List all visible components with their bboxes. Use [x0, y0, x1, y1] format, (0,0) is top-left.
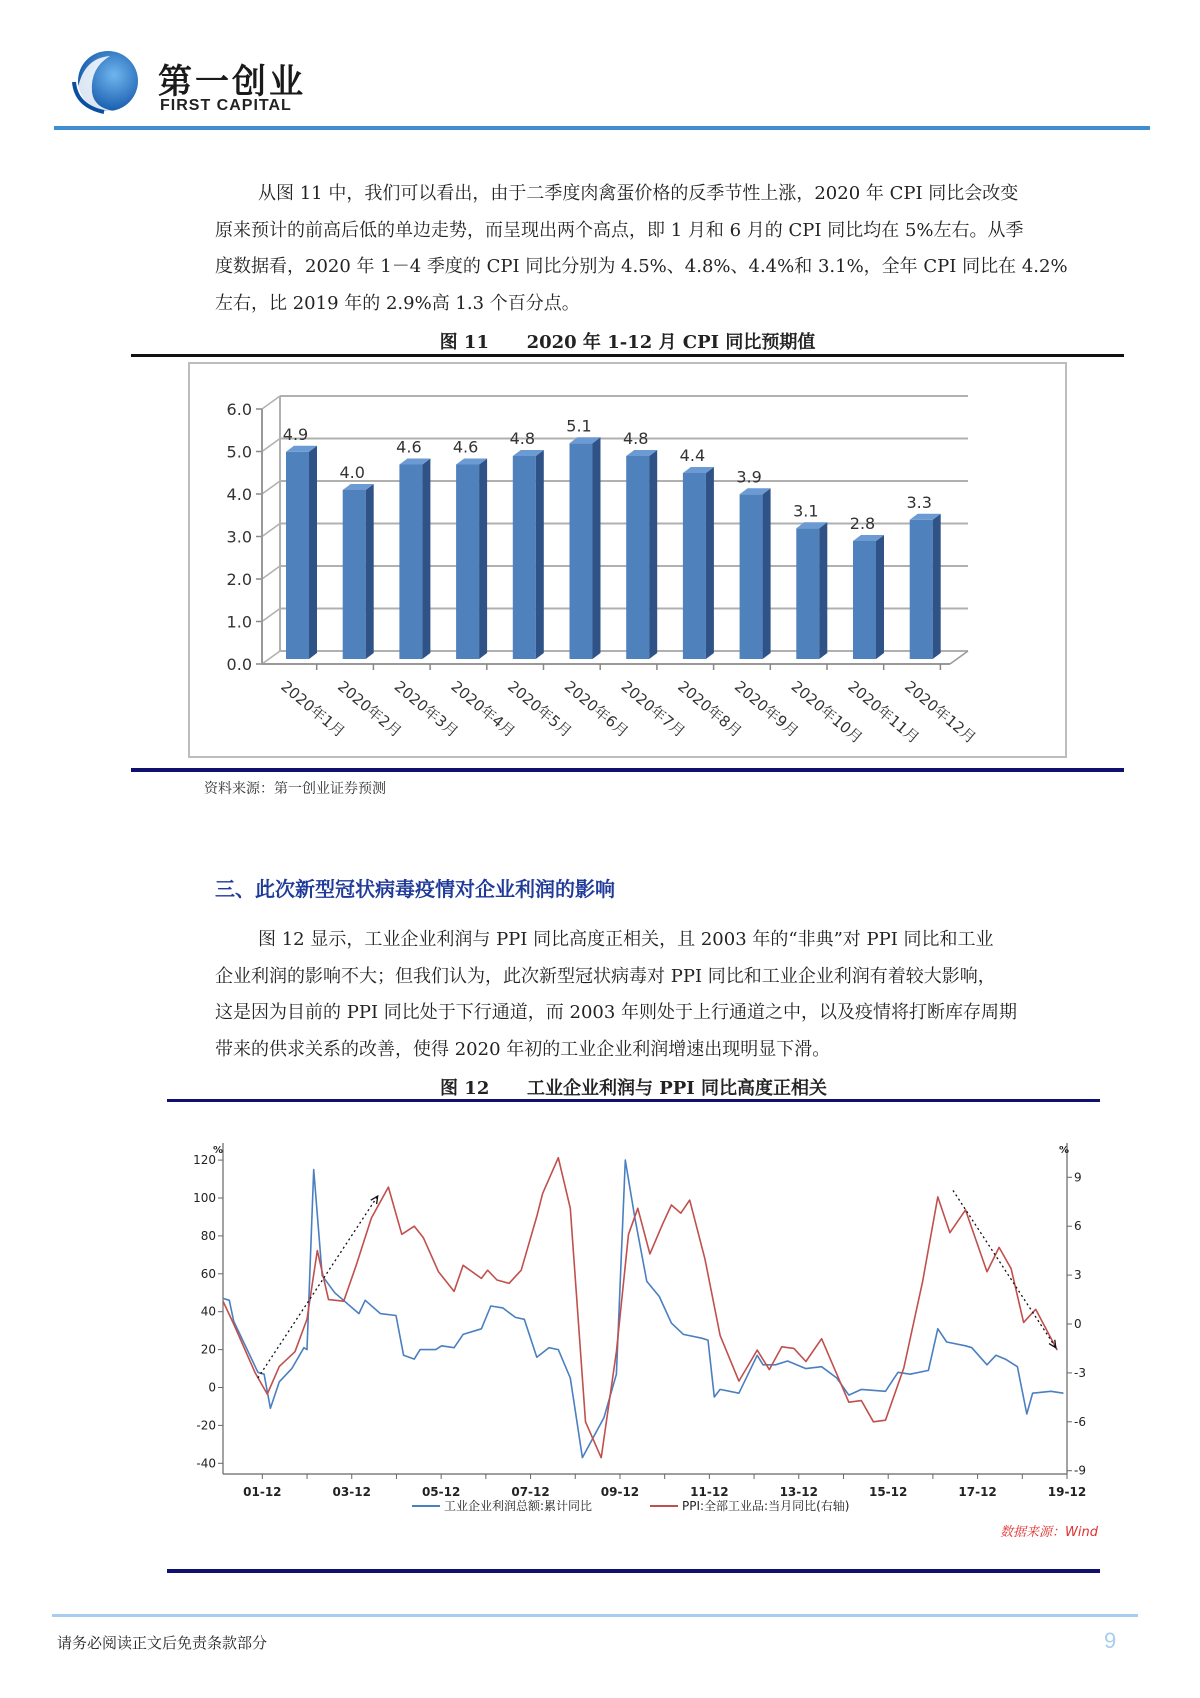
legend-label-ppi: PPI:全部工业品:当月同比(右轴): [682, 1499, 850, 1513]
globe-logo-icon: [70, 48, 140, 114]
bar-value-label: 4.8: [509, 429, 536, 448]
left-tick-label: 0: [208, 1380, 216, 1395]
trend-arrow: [953, 1190, 1056, 1347]
x-category-label: 2020年12月: [901, 677, 980, 748]
bar: [399, 465, 422, 660]
bar-value-label: 4.4: [679, 446, 706, 465]
bar-value-label: 5.1: [566, 416, 592, 436]
left-tick-label: 80: [200, 1228, 216, 1243]
x-tick-label: 19-12: [1047, 1485, 1087, 1499]
bar-value-label: 4.8: [622, 429, 649, 448]
bar: [456, 465, 479, 660]
x-tick-label: 01-12: [243, 1485, 282, 1499]
bar-side: [763, 488, 771, 659]
text-line: 左右，比 2019 年的 2.9%高 1.3 个百分点。: [215, 292, 580, 314]
left-tick-label: -40: [196, 1456, 216, 1471]
x-category-label: 2020年11月: [844, 677, 923, 748]
footer-disclaimer: 请务必阅读正文后免责条款部分: [57, 1634, 268, 1652]
left-axis-unit: %: [213, 1145, 224, 1156]
figure11-bottom-rule: [131, 768, 1124, 772]
y-tick-label: 5.0: [226, 442, 252, 462]
bar: [796, 528, 819, 659]
x-category-label: 2020年2月: [334, 677, 406, 742]
bar-side: [366, 484, 374, 659]
left-tick-label: 40: [200, 1304, 216, 1319]
x-tick-label: 03-12: [332, 1485, 371, 1499]
figure11-source: 资料来源：第一创业证券预测: [204, 781, 386, 797]
y-tick-label: 3.0: [226, 527, 252, 547]
ppi-line: [223, 1158, 1057, 1458]
profit-ppi-line-chart: [0, 1110, 1200, 1565]
bar-side: [593, 437, 601, 659]
x-tick-label: 17-12: [958, 1485, 997, 1499]
paragraph-cpi: [215, 176, 1140, 322]
gridline-depth: [262, 481, 280, 494]
gridline-depth: [262, 566, 280, 579]
header-divider: [54, 126, 1150, 130]
figure12-title: 图 12 工业企业利润与 PPI 同比高度正相关: [440, 1078, 827, 1099]
data-source: 数据来源：Wind: [1000, 1525, 1098, 1540]
bar: [513, 456, 536, 659]
left-tick-label: 20: [200, 1342, 216, 1357]
x-tick-label: 11-12: [690, 1485, 729, 1499]
bar: [740, 494, 763, 659]
x-category-label: 2020年10月: [787, 677, 867, 748]
gridline-depth: [262, 439, 280, 452]
bar-side: [649, 450, 657, 659]
logo: [70, 48, 140, 114]
bar-value-label: 4.6: [452, 437, 479, 457]
logo-english-name: FIRST CAPITAL: [160, 97, 292, 114]
bar-side: [309, 446, 317, 659]
right-axis-unit: %: [1059, 1145, 1070, 1156]
text-line: 度数据看，2020 年 1－4 季度的 CPI 同比分别为 4.5%、4.8%、4.4%和 3.1%，全年 CPI 同比在 4.2%: [215, 256, 1068, 278]
page-number: 9: [1104, 1628, 1117, 1653]
right-tick-label: -3: [1074, 1365, 1086, 1380]
profit-line: [223, 1160, 1063, 1458]
right-tick-label: 6: [1074, 1219, 1082, 1234]
right-tick-label: -9: [1074, 1463, 1086, 1478]
left-tick-label: 60: [200, 1266, 216, 1281]
legend-label-profit: 工业企业利润总额:累计同比: [444, 1499, 593, 1513]
figure12-top-rule: [167, 1099, 1100, 1102]
text-line: 原来预计的前高后低的单边走势，而呈现出两个高点，即 1 月和 6 月的 CPI 同比均在 5%左右。从季: [215, 219, 1024, 241]
bar: [343, 490, 366, 659]
bar-side: [422, 459, 430, 660]
bar-value-label: 3.1: [793, 501, 819, 521]
x-category-label: 2020年8月: [674, 677, 746, 742]
x-category-label: 2020年5月: [504, 677, 576, 742]
text-line: 这是因为目前的 PPI 同比处于下行通道，而 2003 年则处于上行通道之中，以及疫情将打断库存周期: [215, 1002, 1018, 1024]
text-line: 企业利润的影响不大；但我们认为，此次新型冠状病毒对 PPI 同比和工业企业利润有着较大影响，: [215, 965, 996, 987]
gridline-depth: [262, 396, 280, 409]
cpi-bar-chart-svg: [190, 364, 1069, 760]
x-tick-label: 07-12: [511, 1485, 550, 1499]
gridline-depth: [262, 609, 280, 622]
arrow-head-icon: [371, 1196, 378, 1204]
x-category-label: 2020年1月: [277, 677, 349, 742]
x-category-label: 2020年4月: [447, 677, 519, 742]
bar: [626, 456, 649, 659]
right-tick-label: 3: [1074, 1268, 1082, 1283]
x-tick-label: 15-12: [868, 1485, 908, 1499]
y-tick-label: 4.0: [226, 485, 252, 504]
bar: [570, 443, 593, 659]
bar-value-label: 3.9: [736, 467, 762, 487]
bar: [853, 541, 876, 659]
logo-chinese-name: 第一创业: [158, 62, 306, 102]
cpi-bar-chart: [188, 362, 1067, 758]
left-tick-label: 120: [193, 1153, 216, 1168]
bar: [910, 520, 933, 659]
gridline-depth: [262, 524, 280, 537]
y-tick-label: 6.0: [226, 400, 252, 419]
x-category-label: 2020年6月: [560, 677, 633, 742]
right-tick-label: 9: [1074, 1170, 1082, 1185]
bar-value-label: 2.8: [849, 514, 876, 533]
x-category-label: 2020年9月: [731, 677, 803, 742]
left-tick-label: 100: [193, 1191, 216, 1205]
figure11-top-rule: [131, 354, 1124, 357]
gridline-depth: [262, 651, 280, 664]
y-tick-label: 0.0: [226, 655, 252, 674]
bar-side: [876, 535, 884, 659]
bar-value-label: 4.9: [282, 424, 309, 444]
bar: [286, 452, 309, 659]
right-tick-label: 0: [1074, 1317, 1082, 1331]
bar-side: [479, 459, 487, 660]
floor-edge: [950, 651, 968, 664]
bar-value-label: 3.3: [906, 492, 932, 512]
bar-value-label: 4.0: [339, 463, 365, 482]
y-tick-label: 1.0: [226, 612, 252, 632]
x-tick-label: 05-12: [421, 1485, 461, 1499]
bar-value-label: 4.6: [396, 437, 422, 457]
figure12-bottom-rule: [167, 1569, 1100, 1573]
footer-divider: [52, 1614, 1138, 1617]
bar: [683, 473, 706, 659]
bar-side: [933, 514, 941, 659]
right-tick-label: -6: [1074, 1414, 1086, 1429]
y-tick-label: 2.0: [226, 570, 252, 589]
x-category-label: 2020年3月: [390, 677, 462, 742]
text-line: 从图 11 中，我们可以看出，由于二季度肉禽蛋价格的反季节性上涨，2020 年 CPI 同比会改变: [258, 183, 1019, 204]
figure11-title: 图 11 2020 年 1-12 月 CPI 同比预期值: [439, 332, 816, 353]
text-line: 图 12 显示，工业企业利润与 PPI 同比高度正相关，且 2003 年的“非典”对 PPI 同比和工业: [258, 929, 994, 950]
x-tick-label: 13-12: [779, 1485, 818, 1499]
text-line: 带来的供求关系的改善，使得 2020 年初的工业企业利润增速出现明显下滑。: [215, 1038, 831, 1060]
x-category-label: 2020年7月: [617, 677, 689, 742]
paragraph-ppi: [215, 922, 1140, 1068]
bar-side: [706, 467, 714, 659]
left-tick-label: -20: [196, 1418, 216, 1433]
bar-side: [536, 450, 544, 659]
section-heading: 三、此次新型冠状病毒疫情对企业利润的影响: [215, 877, 615, 901]
x-tick-label: 09-12: [600, 1485, 640, 1499]
bar-side: [819, 522, 827, 659]
